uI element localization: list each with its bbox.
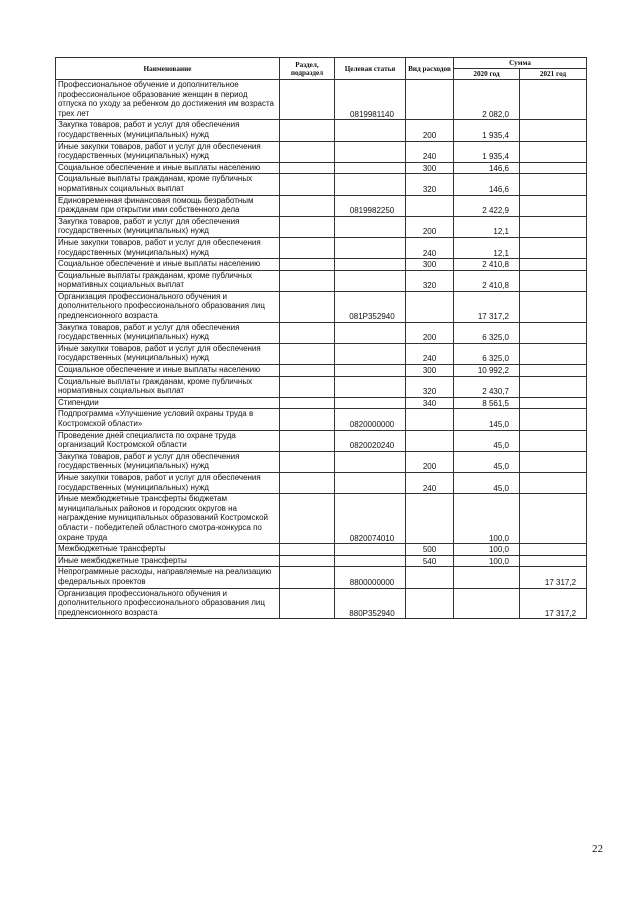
cell-kind bbox=[406, 291, 454, 322]
cell-2021 bbox=[520, 365, 587, 377]
table-row bbox=[56, 430, 587, 451]
cell-2021 bbox=[520, 376, 587, 397]
cell-target: 0820000000 bbox=[335, 409, 406, 430]
cell-target bbox=[335, 120, 406, 141]
table-header bbox=[56, 58, 587, 80]
cell-section bbox=[280, 120, 335, 141]
table-row bbox=[56, 120, 587, 141]
cell-2021 bbox=[520, 409, 587, 430]
cell-name: Непрограммные расходы, направляемые на реализацию федеральных проектов bbox=[56, 567, 280, 588]
cell-target bbox=[335, 216, 406, 237]
cell-2020: 2 410,8 bbox=[454, 270, 520, 291]
cell-name: Закупка товаров, работ и услуг для обеспечения государственных (муниципальных) нужд bbox=[56, 451, 280, 472]
cell-kind: 300 bbox=[406, 162, 454, 174]
table-row bbox=[56, 141, 587, 162]
cell-2021: 17 317,2 bbox=[520, 567, 587, 588]
table-row bbox=[56, 195, 587, 216]
cell-2020: 146,6 bbox=[454, 174, 520, 195]
header-kind: Вид расходов bbox=[406, 58, 454, 80]
cell-kind: 320 bbox=[406, 376, 454, 397]
budget-table bbox=[55, 57, 587, 619]
cell-target bbox=[335, 343, 406, 364]
cell-kind bbox=[406, 80, 454, 120]
cell-name: Единовременная финансовая помощь безработным гражданам при открытии ими собственного дела bbox=[56, 195, 280, 216]
cell-name: Организация профессионального обучения и дополнительного профессионального образования лиц предпенсионного возраста bbox=[56, 588, 280, 619]
cell-name: Закупка товаров, работ и услуг для обеспечения государственных (муниципальных) нужд bbox=[56, 216, 280, 237]
cell-2020: 2 422,9 bbox=[454, 195, 520, 216]
cell-kind: 500 bbox=[406, 544, 454, 556]
cell-2020: 12,1 bbox=[454, 216, 520, 237]
cell-kind: 240 bbox=[406, 472, 454, 493]
cell-target bbox=[335, 472, 406, 493]
cell-kind bbox=[406, 494, 454, 544]
header-year-2020: 2020 год bbox=[454, 69, 520, 80]
cell-2020: 17 317,2 bbox=[454, 291, 520, 322]
cell-2021 bbox=[520, 259, 587, 271]
cell-name: Социальные выплаты гражданам, кроме публичных нормативных социальных выплат bbox=[56, 376, 280, 397]
cell-2020: 6 325,0 bbox=[454, 322, 520, 343]
cell-name: Иные закупки товаров, работ и услуг для обеспечения государственных (муниципальных) нужд bbox=[56, 237, 280, 258]
cell-target bbox=[335, 544, 406, 556]
cell-kind: 300 bbox=[406, 259, 454, 271]
cell-kind: 340 bbox=[406, 397, 454, 409]
cell-2021 bbox=[520, 451, 587, 472]
cell-kind: 240 bbox=[406, 237, 454, 258]
cell-2021 bbox=[520, 80, 587, 120]
cell-2021 bbox=[520, 472, 587, 493]
cell-section bbox=[280, 195, 335, 216]
table-row bbox=[56, 397, 587, 409]
cell-target: 880P352940 bbox=[335, 588, 406, 619]
table-row bbox=[56, 494, 587, 544]
cell-2020: 12,1 bbox=[454, 237, 520, 258]
cell-2021 bbox=[520, 322, 587, 343]
table-row bbox=[56, 322, 587, 343]
cell-kind: 200 bbox=[406, 120, 454, 141]
cell-2020: 10 992,2 bbox=[454, 365, 520, 377]
cell-kind bbox=[406, 567, 454, 588]
cell-section bbox=[280, 376, 335, 397]
table-row bbox=[56, 343, 587, 364]
cell-target: 0819982250 bbox=[335, 195, 406, 216]
table-row bbox=[56, 409, 587, 430]
cell-kind bbox=[406, 430, 454, 451]
cell-2021 bbox=[520, 195, 587, 216]
cell-2021 bbox=[520, 544, 587, 556]
cell-section bbox=[280, 365, 335, 377]
cell-name: Социальные выплаты гражданам, кроме публичных нормативных социальных выплат bbox=[56, 174, 280, 195]
cell-name: Стипендии bbox=[56, 397, 280, 409]
header-section: Раздел, подраздел bbox=[280, 58, 335, 80]
cell-kind: 240 bbox=[406, 141, 454, 162]
cell-kind bbox=[406, 409, 454, 430]
table-row bbox=[56, 270, 587, 291]
cell-kind: 200 bbox=[406, 322, 454, 343]
cell-2021 bbox=[520, 216, 587, 237]
table-row bbox=[56, 555, 587, 567]
cell-target bbox=[335, 555, 406, 567]
cell-section bbox=[280, 259, 335, 271]
cell-section bbox=[280, 216, 335, 237]
cell-kind: 540 bbox=[406, 555, 454, 567]
cell-kind: 240 bbox=[406, 343, 454, 364]
cell-section bbox=[280, 544, 335, 556]
cell-target bbox=[335, 162, 406, 174]
cell-kind: 300 bbox=[406, 365, 454, 377]
table-row bbox=[56, 216, 587, 237]
cell-kind: 320 bbox=[406, 174, 454, 195]
cell-name: Межбюджетные трансферты bbox=[56, 544, 280, 556]
header-year-2021: 2021 год bbox=[520, 69, 587, 80]
cell-section bbox=[280, 472, 335, 493]
cell-section bbox=[280, 409, 335, 430]
cell-2021 bbox=[520, 430, 587, 451]
table-row bbox=[56, 376, 587, 397]
cell-name: Социальное обеспечение и иные выплаты населению bbox=[56, 365, 280, 377]
cell-kind: 320 bbox=[406, 270, 454, 291]
cell-section bbox=[280, 291, 335, 322]
cell-kind: 200 bbox=[406, 451, 454, 472]
cell-target bbox=[335, 365, 406, 377]
cell-kind bbox=[406, 588, 454, 619]
cell-target: 081P352940 bbox=[335, 291, 406, 322]
cell-name: Иные закупки товаров, работ и услуг для обеспечения государственных (муниципальных) нужд bbox=[56, 141, 280, 162]
cell-target bbox=[335, 237, 406, 258]
cell-name: Социальное обеспечение и иные выплаты населению bbox=[56, 259, 280, 271]
cell-kind bbox=[406, 195, 454, 216]
cell-name: Закупка товаров, работ и услуг для обеспечения государственных (муниципальных) нужд bbox=[56, 120, 280, 141]
cell-name: Иные межбюджетные трансферты bbox=[56, 555, 280, 567]
cell-2020: 100,0 bbox=[454, 555, 520, 567]
table-row bbox=[56, 567, 587, 588]
table-row bbox=[56, 174, 587, 195]
cell-name: Иные межбюджетные трансферты бюджетам муниципальных районов и городских округов на награждение муниципальных образований Костромской области - победителей областного смотра-конкурса по охране труда bbox=[56, 494, 280, 544]
cell-2021 bbox=[520, 237, 587, 258]
cell-2021 bbox=[520, 397, 587, 409]
cell-2020: 146,6 bbox=[454, 162, 520, 174]
cell-2020: 45,0 bbox=[454, 472, 520, 493]
cell-2021 bbox=[520, 494, 587, 544]
cell-2020: 45,0 bbox=[454, 430, 520, 451]
cell-section bbox=[280, 322, 335, 343]
cell-2021 bbox=[520, 270, 587, 291]
cell-section bbox=[280, 567, 335, 588]
cell-target bbox=[335, 141, 406, 162]
cell-2020 bbox=[454, 567, 520, 588]
cell-section bbox=[280, 141, 335, 162]
cell-target: 8800000000 bbox=[335, 567, 406, 588]
table-row bbox=[56, 472, 587, 493]
cell-2021 bbox=[520, 162, 587, 174]
cell-2021 bbox=[520, 555, 587, 567]
cell-target: 0820074010 bbox=[335, 494, 406, 544]
cell-2020: 1 935,4 bbox=[454, 120, 520, 141]
cell-section bbox=[280, 588, 335, 619]
table-row bbox=[56, 365, 587, 377]
cell-name: Подпрограмма «Улучшение условий охраны труда в Костромской области» bbox=[56, 409, 280, 430]
cell-target bbox=[335, 270, 406, 291]
cell-name: Иные закупки товаров, работ и услуг для обеспечения государственных (муниципальных) нужд bbox=[56, 343, 280, 364]
cell-section bbox=[280, 494, 335, 544]
table-row bbox=[56, 162, 587, 174]
table-body bbox=[56, 80, 587, 619]
cell-2020: 100,0 bbox=[454, 544, 520, 556]
cell-target: 0820020240 bbox=[335, 430, 406, 451]
cell-section bbox=[280, 451, 335, 472]
table-row bbox=[56, 259, 587, 271]
header-target: Целевая статья bbox=[335, 58, 406, 80]
cell-section bbox=[280, 343, 335, 364]
cell-2021 bbox=[520, 141, 587, 162]
cell-section bbox=[280, 174, 335, 195]
cell-target bbox=[335, 451, 406, 472]
cell-2021 bbox=[520, 343, 587, 364]
cell-section bbox=[280, 555, 335, 567]
table-row bbox=[56, 291, 587, 322]
cell-target bbox=[335, 259, 406, 271]
cell-2021: 17 317,2 bbox=[520, 588, 587, 619]
cell-target bbox=[335, 376, 406, 397]
page-number: 22 bbox=[592, 843, 603, 855]
cell-2021 bbox=[520, 174, 587, 195]
cell-section bbox=[280, 162, 335, 174]
table-row bbox=[56, 80, 587, 120]
table-row bbox=[56, 237, 587, 258]
cell-target bbox=[335, 322, 406, 343]
cell-2020: 8 561,5 bbox=[454, 397, 520, 409]
cell-target: 0819981140 bbox=[335, 80, 406, 120]
header-sum: Сумма bbox=[454, 58, 587, 69]
cell-name: Социальное обеспечение и иные выплаты населению bbox=[56, 162, 280, 174]
cell-name: Проведение дней специалиста по охране труда организаций Костромской области bbox=[56, 430, 280, 451]
header-name: Наименование bbox=[56, 58, 280, 80]
cell-name: Профессиональное обучение и дополнительное профессиональное образование женщин в период отпуска по уходу за ребенком до достижения им возраста трех лет bbox=[56, 80, 280, 120]
cell-2020 bbox=[454, 588, 520, 619]
cell-section bbox=[280, 270, 335, 291]
cell-section bbox=[280, 80, 335, 120]
table-row bbox=[56, 451, 587, 472]
cell-2020: 45,0 bbox=[454, 451, 520, 472]
cell-2020: 2 082,0 bbox=[454, 80, 520, 120]
cell-name: Закупка товаров, работ и услуг для обеспечения государственных (муниципальных) нужд bbox=[56, 322, 280, 343]
table-row bbox=[56, 588, 587, 619]
cell-target bbox=[335, 174, 406, 195]
cell-kind: 200 bbox=[406, 216, 454, 237]
cell-2021 bbox=[520, 291, 587, 322]
cell-name: Организация профессионального обучения и дополнительного профессионального образования лиц предпенсионного возраста bbox=[56, 291, 280, 322]
cell-2020: 100,0 bbox=[454, 494, 520, 544]
cell-2020: 1 935,4 bbox=[454, 141, 520, 162]
cell-section bbox=[280, 237, 335, 258]
cell-name: Иные закупки товаров, работ и услуг для обеспечения государственных (муниципальных) нужд bbox=[56, 472, 280, 493]
cell-section bbox=[280, 430, 335, 451]
cell-2020: 2 410,8 bbox=[454, 259, 520, 271]
cell-2021 bbox=[520, 120, 587, 141]
cell-2020: 2 430,7 bbox=[454, 376, 520, 397]
cell-2020: 6 325,0 bbox=[454, 343, 520, 364]
cell-target bbox=[335, 397, 406, 409]
table-row bbox=[56, 544, 587, 556]
cell-2020: 145,0 bbox=[454, 409, 520, 430]
cell-name: Социальные выплаты гражданам, кроме публичных нормативных социальных выплат bbox=[56, 270, 280, 291]
cell-section bbox=[280, 397, 335, 409]
